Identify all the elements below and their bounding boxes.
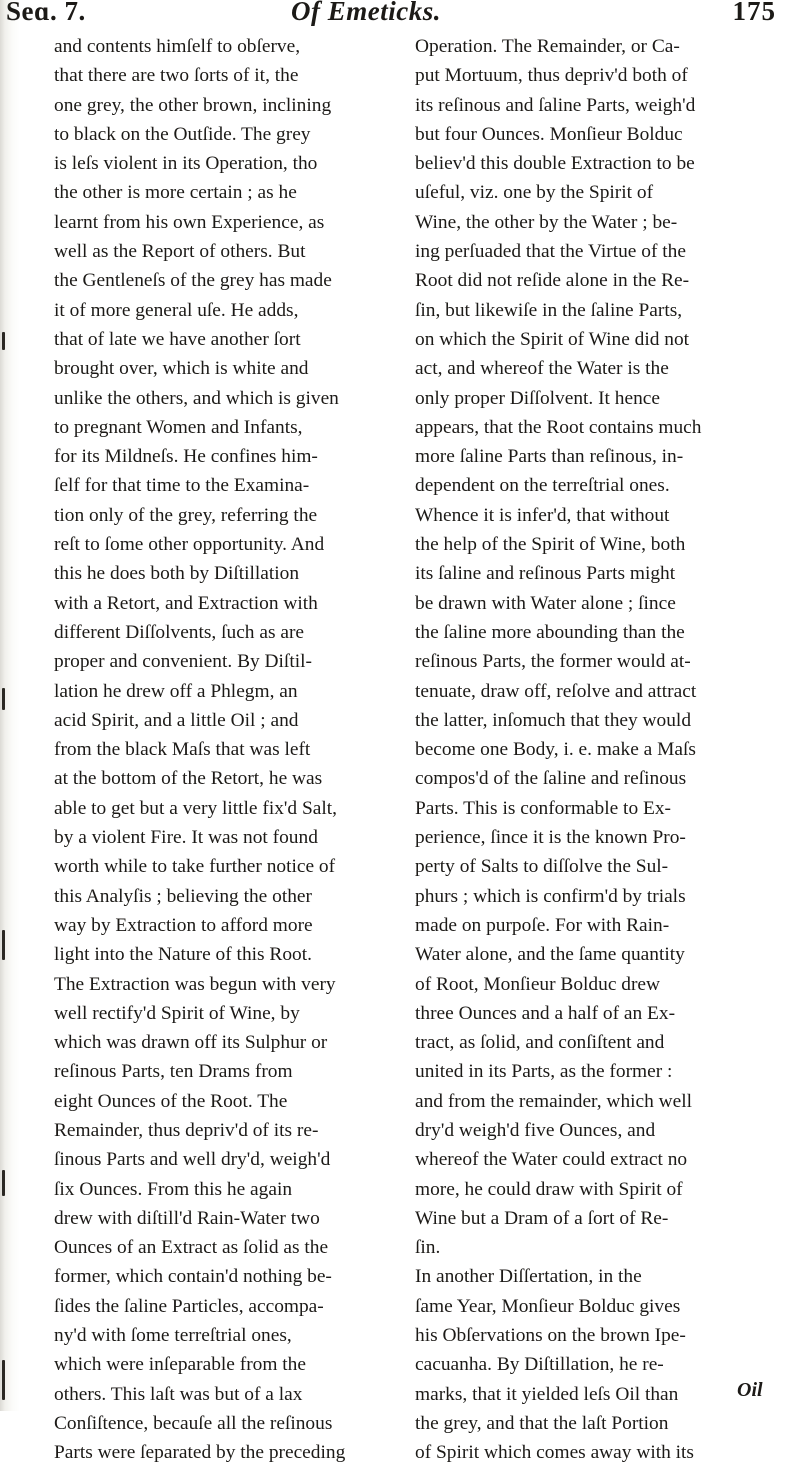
right-column-text-line: but four Ounces. Monſieur Bolduc [415, 123, 683, 145]
right-column-text-line: Operation. The Remainder, or Ca- [415, 36, 680, 57]
right-column-text-line: three Ounces and a half of an Ex- [415, 1002, 676, 1024]
left-column-text-line: the Gentleneſs of the grey has made [54, 270, 332, 292]
right-column-text-line: Root did not reſide alone in the Re- [415, 270, 690, 292]
left-column-text-line: The Extraction was begun with very [54, 973, 336, 995]
left-column-text-line: able to get but a very little fix'd Salt, [54, 797, 337, 819]
right-column-text-line: dry'd weigh'd five Ounces, and [415, 1119, 656, 1141]
right-column-text-line: and from the remainder, which well [415, 1090, 693, 1112]
right-column-text-line: Wine but a Dram of a ſort of Re- [415, 1207, 669, 1229]
right-column-text-line: more, he could draw with Spirit of [415, 1178, 683, 1200]
left-column-text-line: to black on the Outſide. The grey [54, 123, 311, 145]
right-column-text-line: ſin. [415, 1237, 441, 1259]
right-column-text-line: perty of Salts to diſſolve the Sul- [415, 856, 669, 878]
left-column-text-line: ſelf for that time to the Examina- [54, 475, 310, 497]
left-column-text-line: the other is more certain ; as he [54, 182, 297, 204]
right-column-text-line: believ'd this double Extraction to be [415, 153, 695, 175]
right-text-column [415, 32, 795, 1468]
left-column-text-line: well rectify'd Spirit of Wine, by [54, 1002, 300, 1024]
right-column-text-line: dependent on the terreſtrial ones. [415, 475, 670, 497]
left-column-text-line: one grey, the other brown, inclining [54, 94, 332, 116]
right-column-text-line: the ſaline more abounding than the [415, 621, 685, 643]
right-column-text-line: be drawn with Water alone ; ſince [415, 592, 676, 614]
section-label: Seɑ. 7. [6, 0, 86, 26]
right-column-text-line: ing perſuaded that the Virtue of the [415, 241, 686, 263]
right-column-text-line: made on purpoſe. For with Rain- [415, 914, 670, 936]
right-column-text-line: its reſinous and ſaline Parts, weigh'd [415, 94, 696, 116]
left-column-text-line: reſt to ſome other opportunity. And [54, 534, 325, 556]
left-column-text-line: way by Extraction to afford more [54, 914, 313, 936]
right-column-text-line: marks, that it yielded leſs Oil than [415, 1383, 679, 1405]
left-column-text-line: and contents himſelf to obſerve, [54, 36, 301, 57]
left-column-text-line: learnt from his own Experience, as [54, 211, 325, 233]
right-column-text-line: united in its Parts, as the former : [415, 1061, 673, 1083]
left-column-text-line: with a Retort, and Extraction with [54, 592, 318, 614]
right-column-text-line: on which the Spirit of Wine did not [415, 328, 690, 350]
right-column-text-line: Wine, the other by the Water ; be- [415, 211, 678, 233]
left-column-text-line: ny'd with ſome terreſtrial ones, [54, 1325, 292, 1347]
left-column-text-line: Conſiſtence, becauſe all the reſinous [54, 1412, 333, 1434]
left-column-text-line: at the bottom of the Retort, he was [54, 768, 323, 790]
right-column-text-line: compos'd of the ſaline and reſinous [415, 768, 687, 790]
left-column-text-line: unlike the others, and which is given [54, 387, 339, 409]
right-column-text-line: put Mortuum, thus depriv'd both of [415, 65, 688, 87]
margin-mark [2, 332, 5, 350]
right-column-text-line: ſame Year, Monſieur Bolduc gives [415, 1295, 681, 1317]
chapter-title: Of Emeticks. [291, 0, 441, 26]
right-column-text-line: the help of the Spirit of Wine, both [415, 534, 686, 556]
left-column-text-line: reſinous Parts, ten Drams from [54, 1061, 293, 1083]
catchword: Oil [737, 1379, 763, 1401]
page-number: 175 [732, 0, 776, 26]
margin-mark [2, 688, 5, 710]
right-column-text-line: act, and whereof the Water is the [415, 358, 669, 380]
left-column-text-line: that of late we have another ſort [54, 328, 301, 350]
right-column-text-line: the latter, inſomuch that they would [415, 709, 692, 731]
left-column-text-line: drew with diſtill'd Rain-Water two [54, 1207, 320, 1229]
right-column-text-line: Whence it is infer'd, that without [415, 504, 670, 526]
right-column-text-line: perience, ſince it is the known Pro- [415, 827, 686, 849]
left-column-text-line: different Diſſolvents, ſuch as are [54, 621, 305, 643]
left-column-text-line: tion only of the grey, referring the [54, 504, 318, 526]
left-column-text-line: ſinous Parts and well dry'd, weigh'd [54, 1149, 331, 1171]
left-column-text-line: that there are two ſorts of it, the [54, 65, 299, 87]
left-column-text-line: which were inſeparable from the [54, 1354, 306, 1376]
right-column-text-line: phurs ; which is confirm'd by trials [415, 885, 686, 907]
left-column-text-line: Ounces of an Extract as ſolid as the [54, 1237, 329, 1259]
left-column-text-line: this Analyſis ; believing the other [54, 885, 312, 907]
left-column-text-line: lation he drew off a Phlegm, an [54, 680, 298, 702]
right-column-text-line: his Obſervations on the brown Ipe- [415, 1325, 686, 1347]
left-column-text-line: proper and convenient. By Diſtil- [54, 651, 312, 673]
right-column-text-line: tenuate, draw off, reſolve and attract [415, 680, 697, 702]
left-column-text-line: others. This laſt was but of a lax [54, 1383, 303, 1405]
right-column-text-line: become one Body, i. e. make a Maſs [415, 739, 696, 761]
right-column-text-line: more ſaline Parts than reſinous, in- [415, 446, 684, 468]
left-column-text-line: ſides the ſaline Particles, accompa- [54, 1295, 324, 1317]
right-column-text-line: only proper Diſſolvent. It hence [415, 387, 661, 409]
right-column-text-line: whereof the Water could extract no [415, 1149, 688, 1171]
left-column-text-line: eight Ounces of the Root. The [54, 1090, 288, 1112]
left-column-text-line: acid Spirit, and a little Oil ; and [54, 709, 299, 731]
left-column-text-line: for its Mildneſs. He confines him- [54, 446, 318, 468]
right-column-text-line: its ſaline and reſinous Parts might [415, 563, 676, 585]
right-column-text-line: Water alone, and the ſame quantity [415, 944, 685, 966]
margin-mark [2, 930, 5, 960]
left-column-text-line: light into the Nature of this Root. [54, 944, 312, 966]
left-text-column [54, 32, 396, 1468]
right-column-text-line: cacuanha. By Diſtillation, he re- [415, 1354, 664, 1376]
margin-mark [2, 1360, 5, 1400]
right-column-text-line: uſeful, viz. one by the Spirit of [415, 182, 654, 204]
left-column-text-line: which was drawn off its Sulphur or [54, 1032, 328, 1054]
left-column-text-line: from the black Maſs that was left [54, 739, 311, 761]
right-column-text-line: of Spirit which comes away with its [415, 1442, 694, 1464]
left-column-text-line: worth while to take further notice of [54, 856, 336, 878]
right-column-text-line: Parts. This is conformable to Ex- [415, 797, 671, 819]
right-column-text-line: tract, as ſolid, and conſiſtent and [415, 1032, 665, 1054]
left-column-text-line: Remainder, thus depriv'd of its re- [54, 1119, 319, 1141]
left-column-text-line: well as the Report of others. But [54, 241, 306, 263]
right-column-text-line: ſin, but likewiſe in the ſaline Parts, [415, 299, 683, 321]
left-column-text-line: is leſs violent in its Operation, tho [54, 153, 318, 175]
left-column-text-line: to pregnant Women and Infants, [54, 416, 303, 438]
right-column-text-line: appears, that the Root contains much [415, 416, 702, 438]
margin-mark [2, 1170, 5, 1196]
right-column-text-line: the grey, and that the laſt Portion [415, 1412, 669, 1434]
left-column-text-line: Parts were ſeparated by the preceding [54, 1442, 346, 1464]
left-column-text-line: ſix Ounces. From this he again [54, 1178, 293, 1200]
left-column-text-line: brought over, which is white and [54, 358, 309, 380]
left-column-text-line: by a violent Fire. It was not found [54, 827, 318, 849]
right-column-text-line: of Root, Monſieur Bolduc drew [415, 973, 661, 995]
left-column-text-line: former, which contain'd nothing be- [54, 1266, 332, 1288]
left-column-text-line: it of more general uſe. He adds, [54, 299, 299, 321]
left-column-text-line: this he does both by Diſtillation [54, 563, 300, 585]
right-column-text-line: In another Diſſertation, in the [415, 1266, 642, 1288]
right-column-text-line: reſinous Parts, the former would at- [415, 651, 691, 673]
